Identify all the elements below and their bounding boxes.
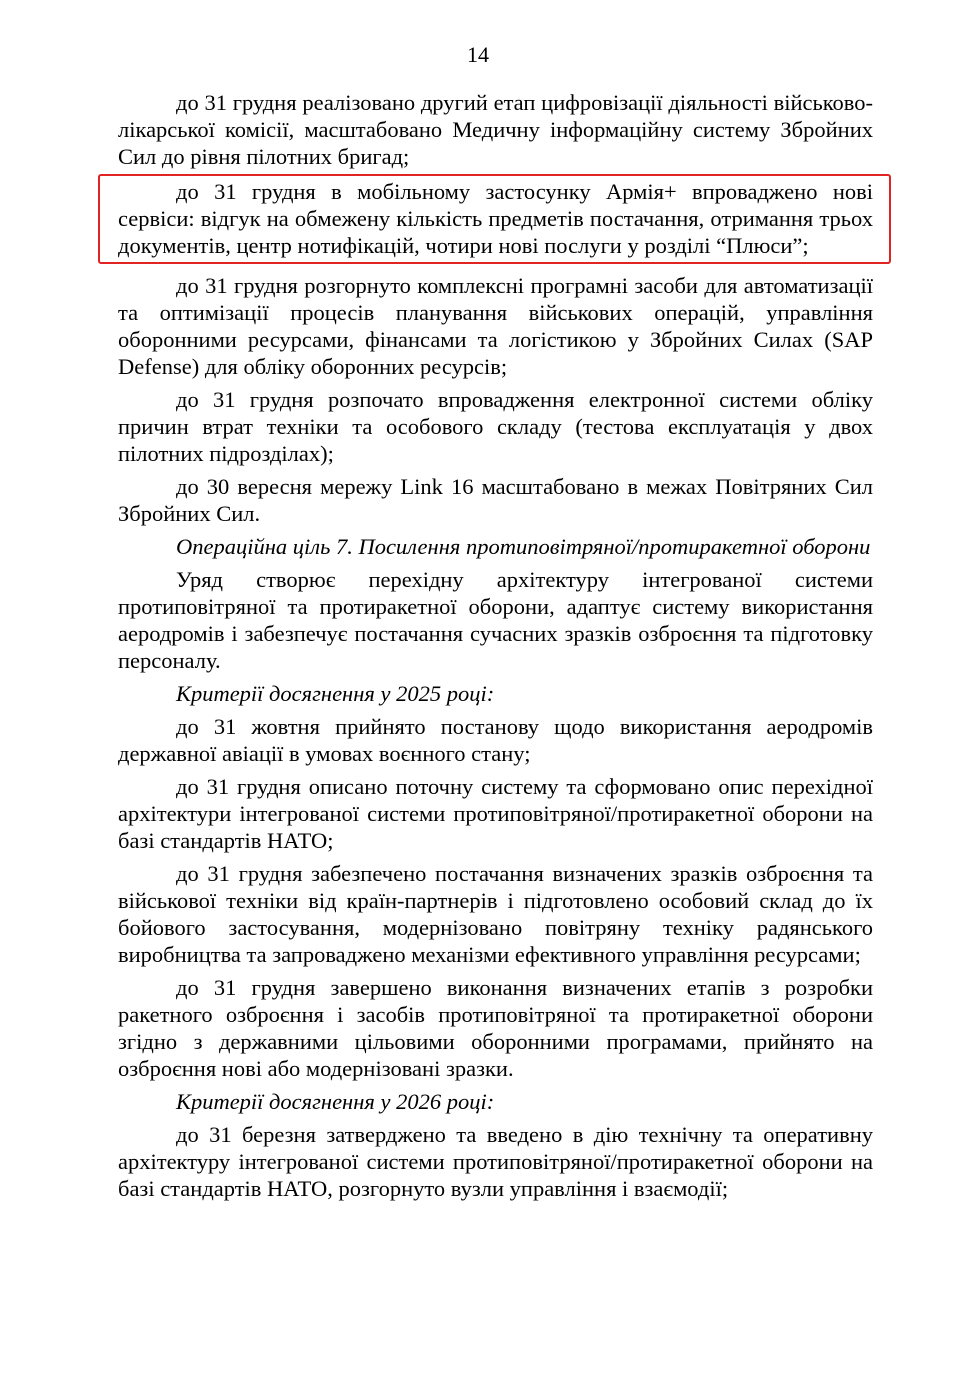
paragraph-weapons-supply: до 31 грудня забезпечено постачання визначених зразків озброєння та військової техніки від країн-партнерів і підготовлено особовий склад до їх бойового застосування, модернізовано повітряну техніку радянського виробництва та запроваджено механізми ефективного управління ресурсами;: [118, 861, 873, 967]
highlighted-paragraph-armiya-plus: до 31 грудня в мобільному застосунку Армія+ впроваджено нові сервіси: відгук на обмежену кількість предметів постачання, отримання трьох документів, центр нотифікацій, чотири нові послуги у розділі “Плюси”;: [100, 176, 889, 262]
paragraph-government-air-defense: Уряд створює перехідну архітектуру інтегрованої системи протиповітряної та протиракетної оборони, адаптує систему використання аеродромів і забезпечує постачання сучасних зразків озброєння та підготовку персоналу.: [118, 567, 873, 673]
paragraph-link16: до 30 вересня мережу Link 16 масштабовано в межах Повітряних Сил Збройних Сил.: [118, 474, 873, 526]
paragraph-nato-architecture: до 31 березня затверджено та введено в дію технічну та оперативну архітектуру інтегрованої системи протиповітряної/протиракетної оборони на базі стандартів НАТО, розгорнуто вузли управління і взаємодії;: [118, 1122, 873, 1201]
heading-criteria-2025: Критерії досягнення у 2025 році:: [176, 681, 495, 706]
paragraph-transitional-architecture: до 31 грудня описано поточну систему та сформовано опис перехідної архітектури інтегрованої системи протиповітряної/протиракетної оборони на базі стандартів НАТО;: [118, 774, 873, 853]
heading-operational-goal-7: Операційна ціль 7. Посилення протиповітряної/протиракетної оборони: [176, 534, 871, 559]
heading-criteria-2026: Критерії досягнення у 2026 році:: [176, 1089, 495, 1114]
paragraph-missile-development: до 31 грудня завершено виконання визначених етапів з розробки ракетного озброєння і засобів протиповітряної та протиракетної оборони згідно з державними цільовими оборонними програмами, прийнято на озброєння нові або модернізовані зразки.: [118, 975, 873, 1081]
paragraph-medical-digitization: до 31 грудня реалізовано другий етап цифровізації діяльності військово-лікарської комісії, масштабовано Медичну інформаційну систему Збройних Сил до рівня пілотних бригад;: [118, 90, 873, 169]
paragraph-loss-accounting-system: до 31 грудня розпочато впровадження електронної системи обліку причин втрат техніки та особового складу (тестова експлуатація у двох пілотних підрозділах);: [118, 387, 873, 466]
paragraph-airfields-resolution: до 31 жовтня прийнято постанову щодо використання аеродромів державної авіації в умовах воєнного стану;: [118, 714, 873, 766]
paragraph-sap-defense: до 31 грудня розгорнуто комплексні програмні засоби для автоматизації та оптимізації процесів планування військових операцій, управління оборонними ресурсами, фінансами та логістикою у Збройних Силах (SAP Defense) для обліку оборонних ресурсів;: [118, 273, 873, 379]
document-body: [118, 89, 873, 1208]
page-number: 14: [467, 42, 489, 67]
